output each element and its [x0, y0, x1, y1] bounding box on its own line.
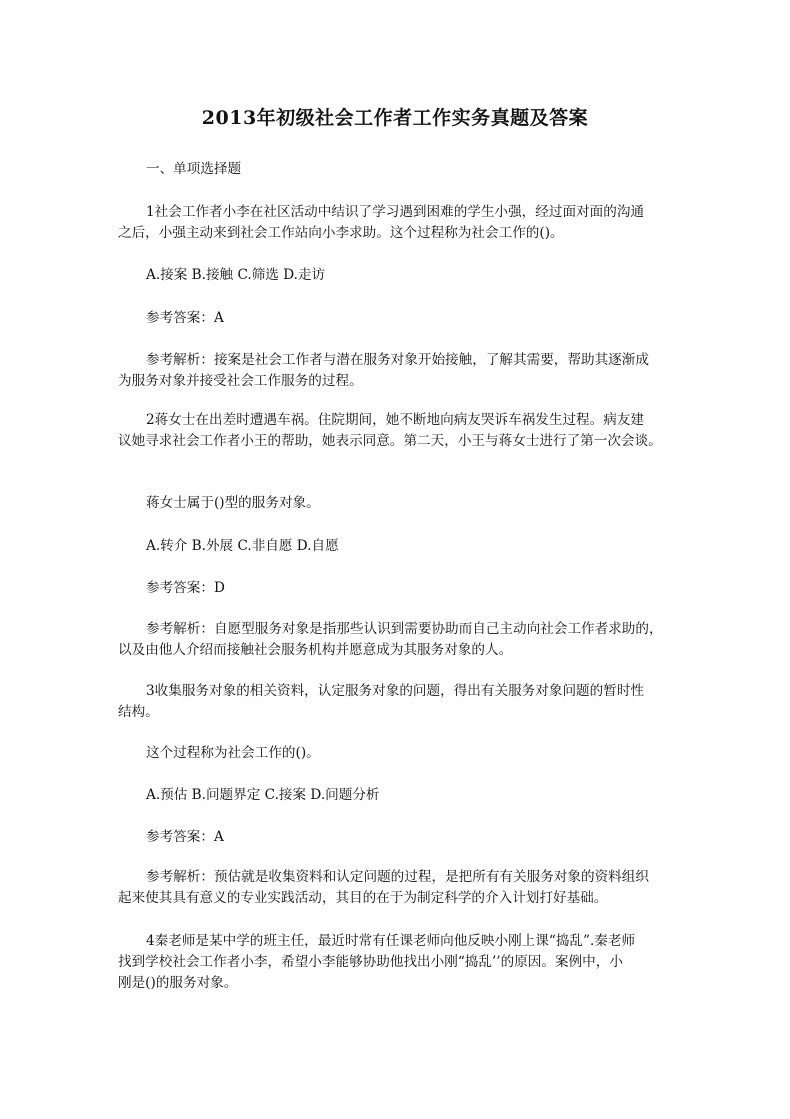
- question-1-stem-line-2: 之后，小强主动来到社会工作站向小李求助。这个过程称为社会工作的()。: [118, 225, 564, 241]
- question-3-options: A.预估 B.问题界定 C.接案 D.问题分析: [146, 787, 380, 803]
- question-4-stem-line-2: 找到学校社会工作者小李，希望小李能够协助他找出小刚“捣乱’’的原因。案例中，小: [118, 954, 623, 970]
- question-2-stem-line-1: 2蒋女士在出差时遭遇车祸。住院期间，她不断地向病友哭诉车祸发生过程。病友建: [146, 412, 645, 428]
- question-3-stem-line-2: 结构。: [118, 704, 159, 720]
- question-2-stem-line-3: 蒋女士属于()型的服务对象。: [146, 495, 320, 511]
- question-2-analysis-line-2: 以及由他人介绍而接触社会服务机构并愿意成为其服务对象的人。: [118, 642, 513, 658]
- question-3-stem-line-1: 3收集服务对象的相关资料，认定服务对象的问题，得出有关服务对象问题的暂时性: [146, 683, 645, 699]
- question-3-stem: [118, 681, 678, 723]
- question-2-analysis-line-1: 参考解析：自愿型服务对象是指那些认识到需要协助而自己主动向社会工作者求助的，: [146, 621, 663, 637]
- question-2-stem: [118, 410, 678, 452]
- question-1-analysis-line-1: 参考解析：接案是社会工作者与潜在服务对象开始接触，了解其需要，帮助其逐渐成: [146, 352, 649, 368]
- question-2-answer: 参考答案：D: [146, 580, 225, 596]
- question-1-answer: 参考答案：A: [146, 310, 224, 326]
- question-4-stem-line-1: 4秦老师是某中学的班主任，最近时常有任课老师向他反映小刚上课“捣乱”.秦老师: [146, 933, 636, 949]
- question-2-stem-line-2: 议她寻求社会工作者小王的帮助，她表示同意。第二天，小王与蒋女士进行了第一次会谈。: [118, 433, 662, 449]
- question-3-analysis-line-2: 起来使其具有意义的专业实践活动，其目的在于为制定科学的介入计划打好基础。: [118, 890, 608, 906]
- question-4-stem-line-3: 刚是()的服务对象。: [118, 975, 238, 991]
- section-heading: 一、单项选择题: [146, 161, 242, 177]
- question-1-analysis: [118, 350, 678, 392]
- question-1-stem-line-1: 1社会工作者小李在社区活动中结识了学习遇到困难的学生小强，经过面对面的沟通: [146, 204, 645, 220]
- question-1-analysis-line-2: 为服务对象并接受社会工作服务的过程。: [118, 373, 363, 389]
- question-2-options: A.转介 B.外展 C.非自愿 D.自愿: [146, 538, 339, 554]
- question-4-stem: [118, 931, 678, 994]
- question-1-options: A.接案 B.接触 C.筛选 D.走访: [146, 267, 326, 283]
- document-title: 2013年初级社会工作者工作实务真题及答案: [201, 107, 589, 129]
- question-1-stem: [118, 202, 678, 244]
- question-2-analysis: [118, 619, 678, 661]
- question-3-analysis-line-1: 参考解析：预估就是收集资料和认定问题的过程，是把所有有关服务对象的资料组织: [146, 869, 649, 885]
- question-3-answer: 参考答案：A: [146, 829, 224, 845]
- question-3-stem-line-3: 这个过程称为社会工作的()。: [146, 745, 320, 761]
- question-3-analysis: [118, 867, 678, 909]
